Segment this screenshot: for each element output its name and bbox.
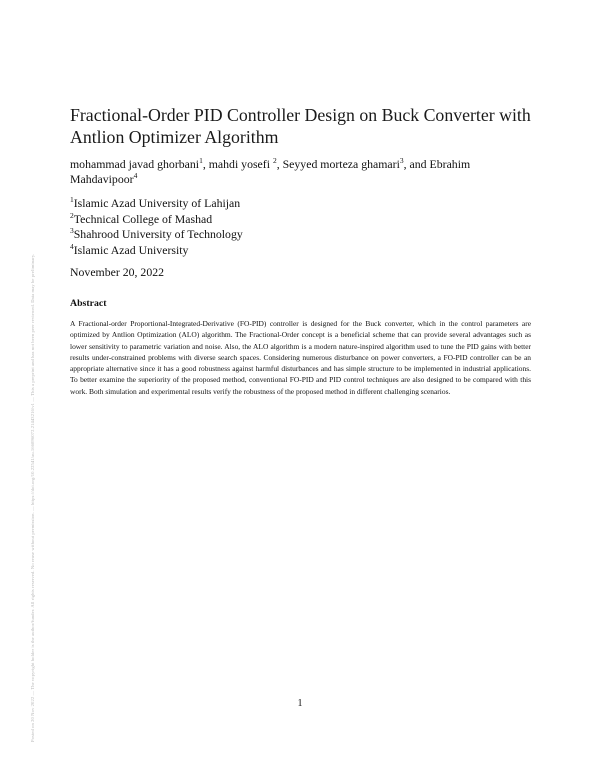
affiliation-sup: 3	[70, 226, 74, 236]
preprint-side-stamp: Posted on 20 Nov 2022 — The copyright holder is the author/funder. All rights reserved. No reuse without permission. — https://doi.org/10.22541/au.166896072.21443216/v1 — This a preprint and has not been peer reviewed. Data may be preliminary.	[30, 253, 35, 742]
affiliation-sup: 2	[70, 210, 74, 220]
author-name: Seyyed morteza ghamari	[282, 157, 400, 171]
page-number: 1	[297, 698, 303, 709]
author-name: mohammad javad ghorbani	[70, 157, 200, 171]
affiliation-4	[70, 243, 540, 259]
affiliation-name: Shahrood University of Technology	[73, 227, 243, 242]
author-3	[283, 157, 430, 171]
affiliation-sup: 1	[70, 195, 74, 204]
affiliation-name: Islamic Azad University of Lahijan	[73, 196, 241, 210]
affiliation-1	[70, 196, 540, 212]
author-sep: ,	[202, 157, 209, 171]
author-sup: 1	[199, 156, 203, 165]
author-sup: 4	[133, 171, 138, 180]
author-sep: ,	[276, 157, 283, 171]
author-list	[70, 157, 540, 187]
affiliation-2	[70, 212, 540, 228]
affiliation-list	[70, 196, 540, 258]
author-name: Ebrahim Mahdavipoor	[70, 157, 471, 186]
affiliation-name: Islamic Azad University	[73, 242, 189, 257]
affiliation-3	[70, 227, 540, 243]
affiliation-sup: 4	[70, 241, 74, 251]
affiliation-name: Technical College of Mashad	[73, 211, 213, 226]
abstract-heading: Abstract	[70, 298, 107, 309]
publication-date: November 20, 2022	[70, 265, 165, 279]
author-name: mahdi yosefi	[208, 157, 273, 171]
author-1	[70, 157, 209, 171]
author-sup: 3	[399, 156, 404, 165]
author-sup: 2	[272, 156, 277, 165]
abstract-body: A Fractional-order Proportional-Integrated-Derivative (FO-PID) controller is designed for the Buck converter, which in the control parameters are optimized by Antlion Optimization (ALO) algorithm. The Fractional-Order concept is a beneficial scheme that can provide several advantages such as lower sensitivity to parametric variation and noise. Also, the ALO algorithm is a modern nature-inspired algorithm used to tune the PID gains with better results under-constrained problems with diverse search spaces. Considering numerous disturbance on power converters, a FO-PID controller can be an appropriate alternative since it has a good robustness against harmful disturbances and has simple structure to be implemented in industrial applications. To better examine the superiority of the proposed method, conventional FO-PID and PID control techniques are also designed to be compared with this work. Both simulation and experimental results verify the robustness of the proposed method in different challenging scenarios.	[70, 319, 531, 396]
paper-title: Fractional-Order PID Controller Design on Buck Converter with Antlion Optimizer Algorithm	[70, 105, 531, 147]
author-2	[209, 157, 283, 171]
author-sep: , and	[403, 157, 430, 171]
